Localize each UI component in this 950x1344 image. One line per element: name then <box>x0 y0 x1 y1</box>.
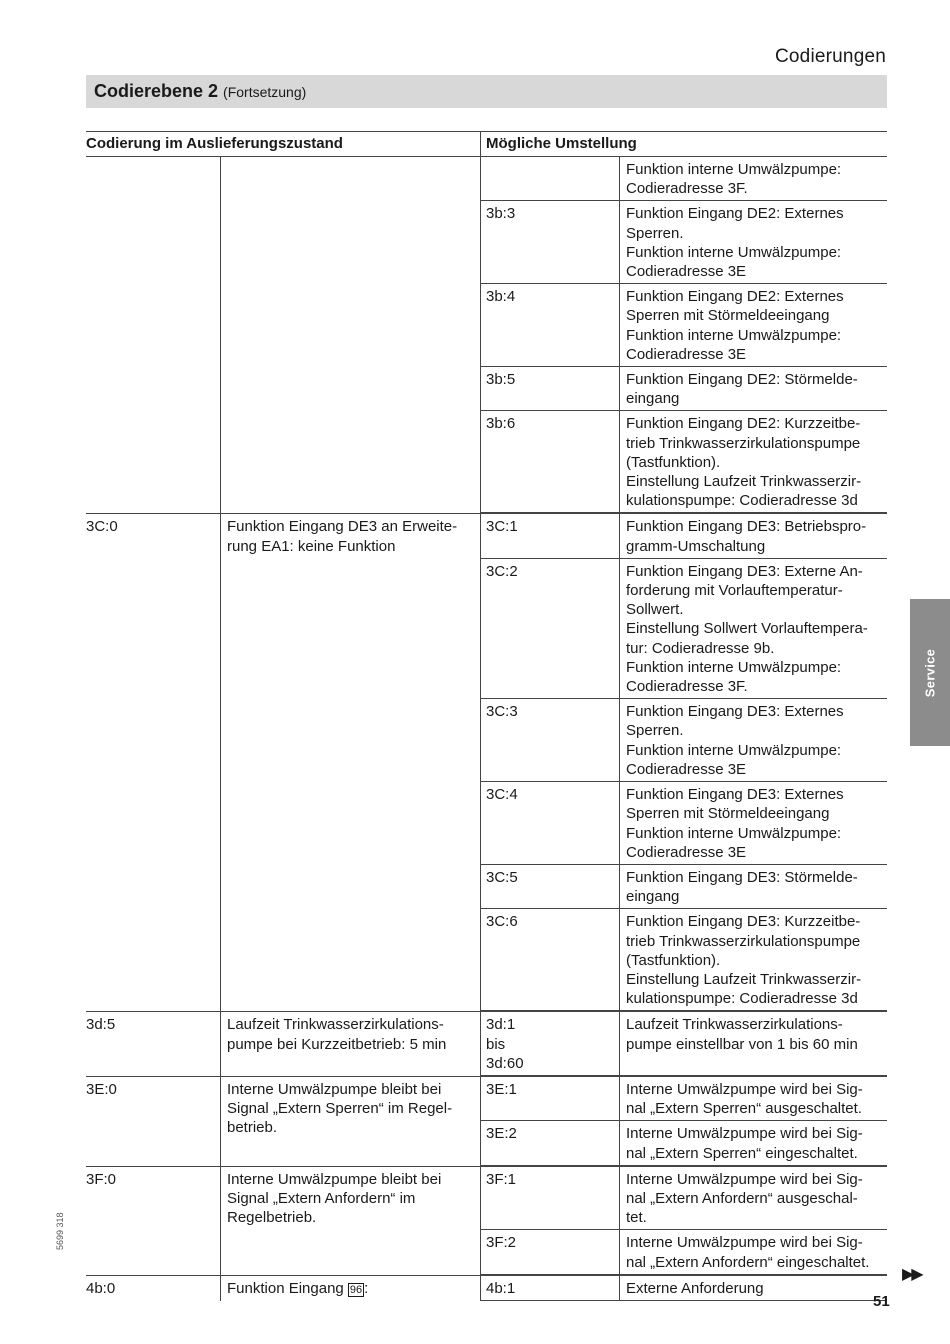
default-description <box>220 157 481 513</box>
option-description: Funktion Eingang DE3: Störmelde- eingang <box>626 868 858 906</box>
option-row <box>481 1230 887 1274</box>
table-body <box>86 157 887 1275</box>
option-row <box>481 699 887 782</box>
default-address: 3d:5 <box>86 1016 116 1034</box>
desc-prefix: Funktion Eingang <box>227 1279 348 1297</box>
section-title: Codierungen <box>774 46 886 67</box>
document-number: 5699 318 <box>55 1212 65 1250</box>
service-tab-label: Service <box>922 648 938 697</box>
option-description: Funktion Eingang DE2: Kurzzeitbe- trieb Trinkwasserzirkulationspumpe (Tastfunktion). Einstellung Laufzeit Trinkwasserzir- kulationspumpe: Codieradresse 3d <box>626 415 862 510</box>
next-page-icon: ▶▶ <box>902 1266 921 1283</box>
option-description: Funktion Eingang DE3: Betriebspro- gramm-Umschaltung <box>626 518 867 555</box>
option-list <box>481 1077 887 1166</box>
col-header-default: Codierung im Auslieferungszustand <box>86 135 343 152</box>
option-value: 3C:5 <box>481 865 620 908</box>
default-address: 3F:0 <box>86 1170 117 1188</box>
option-value <box>481 157 620 200</box>
option-value: 3E:1 <box>481 1077 620 1120</box>
table-row-group <box>86 513 887 1011</box>
default-address: 3C:0 <box>86 518 118 536</box>
option-row <box>481 411 887 513</box>
terminal-symbol: 96 <box>349 1283 363 1296</box>
heading-main: Codierebene 2 <box>94 81 219 101</box>
default-description: Interne Umwälzpumpe bleibt bei Signal „Extern Sperren“ im Regel- betrieb. <box>220 1077 481 1166</box>
heading-sub: (Fortsetzung) <box>223 83 307 100</box>
option-row <box>481 201 887 284</box>
desc-suffix: : <box>364 1279 369 1297</box>
option-value: 3C:2 <box>481 559 620 698</box>
option-value: 3C:3 <box>481 699 620 781</box>
table-row-group <box>86 1011 887 1076</box>
option-description: Funktion Eingang DE2: Externes Sperren mit Störmeldeeingang Funktion interne Umwälzpumpe: Codieradresse 3E <box>626 288 844 363</box>
option-description: Funktion interne Umwälzpumpe: Codieradresse 3F. <box>626 161 842 198</box>
option-value: 3b:5 <box>481 367 620 410</box>
coding-table <box>86 131 887 1301</box>
table-row-last <box>86 1275 887 1301</box>
option-list <box>481 514 887 1011</box>
option-row <box>481 865 887 909</box>
option-list <box>481 1276 887 1301</box>
option-value: 3C:4 <box>481 782 620 864</box>
option-value: 3C:1 <box>481 514 620 557</box>
default-description: Laufzeit Trinkwasserzirkulations- pumpe bei Kurzzeitbetrieb: 5 min <box>220 1012 481 1076</box>
table-header <box>86 131 887 157</box>
option-value: 4b:1 <box>481 1276 620 1300</box>
option-list <box>481 1167 887 1275</box>
default-address <box>86 157 220 513</box>
option-description: Funktion Eingang DE3: Externe An- forderung mit Vorlauftemperatur- Sollwert. Einstellung Sollwert Vorlauftempera- tur: Codieradresse 9b. Funktion interne Umwälzpumpe: Codieradresse 3F. <box>626 562 868 696</box>
default-description: Interne Umwälzpumpe bleibt bei Signal „Extern Anfordern“ im Regelbetrieb. <box>220 1167 481 1275</box>
option-description: Funktion Eingang DE3: Externes Sperren mit Störmeldeeingang Funktion interne Umwälzpumpe: Codieradresse 3E <box>626 786 844 861</box>
option-list <box>481 1012 887 1076</box>
option-row <box>481 782 887 865</box>
option-row <box>481 909 887 1011</box>
default-address: 3E:0 <box>86 1080 117 1098</box>
option-value: 3C:6 <box>481 909 620 1010</box>
option-row <box>481 1077 887 1121</box>
option-description: Interne Umwälzpumpe wird bei Sig- nal „Extern Anfordern“ ausgeschal- tet. <box>626 1170 863 1227</box>
option-description: Interne Umwälzpumpe wird bei Sig- nal „Extern Anfordern“ eingeschaltet. <box>626 1234 870 1271</box>
option-row <box>481 157 887 201</box>
option-description: Interne Umwälzpumpe wird bei Sig- nal „Extern Sperren“ ausgeschaltet. <box>626 1080 863 1118</box>
option-value: 3b:6 <box>481 411 620 512</box>
default-description: Funktion Eingang DE3 an Erweite- rung EA1: keine Funktion <box>220 514 481 1011</box>
option-list <box>481 157 887 513</box>
page-heading <box>86 75 887 108</box>
default-description <box>220 1276 481 1301</box>
option-description: Funktion Eingang DE3: Externes Sperren. Funktion interne Umwälzpumpe: Codieradresse 3E <box>626 703 844 778</box>
option-value: 3b:3 <box>481 201 620 283</box>
option-value: 3d:1 bis 3d:60 <box>481 1012 620 1075</box>
option-description: Funktion Eingang DE2: Störmelde- eingang <box>626 371 858 408</box>
page-number: 51 <box>873 1293 890 1310</box>
default-address: 4b:0 <box>86 1279 116 1297</box>
option-row <box>481 1012 887 1076</box>
table-row-group <box>86 1076 887 1166</box>
option-row <box>481 284 887 367</box>
option-value: 3b:4 <box>481 284 620 366</box>
option-description: Laufzeit Trinkwasserzirkulations- pumpe einstellbar von 1 bis 60 min <box>626 1016 858 1053</box>
table-row-group <box>86 1166 887 1275</box>
service-side-tab[interactable] <box>910 599 950 746</box>
option-row <box>481 367 887 411</box>
option-row <box>481 1276 887 1301</box>
option-row <box>481 559 887 699</box>
option-description: Funktion Eingang DE3: Kurzzeitbe- trieb Trinkwasserzirkulationspumpe (Tastfunktion). Einstellung Laufzeit Trinkwasserzir- kulationspumpe: Codieradresse 3d <box>626 913 862 1008</box>
option-description: Interne Umwälzpumpe wird bei Sig- nal „Extern Sperren“ eingeschaltet. <box>626 1125 863 1162</box>
option-description: Externe Anforderung <box>626 1279 764 1297</box>
option-value: 3E:2 <box>481 1121 620 1164</box>
option-value: 3F:2 <box>481 1230 620 1273</box>
option-value: 3F:1 <box>481 1167 620 1230</box>
option-row <box>481 1121 887 1165</box>
table-row-group <box>86 157 887 513</box>
option-row <box>481 514 887 558</box>
option-description: Funktion Eingang DE2: Externes Sperren. Funktion interne Umwälzpumpe: Codieradresse 3E <box>626 205 844 281</box>
col-header-options: Mögliche Umstellung <box>486 135 637 152</box>
option-row <box>481 1167 887 1231</box>
